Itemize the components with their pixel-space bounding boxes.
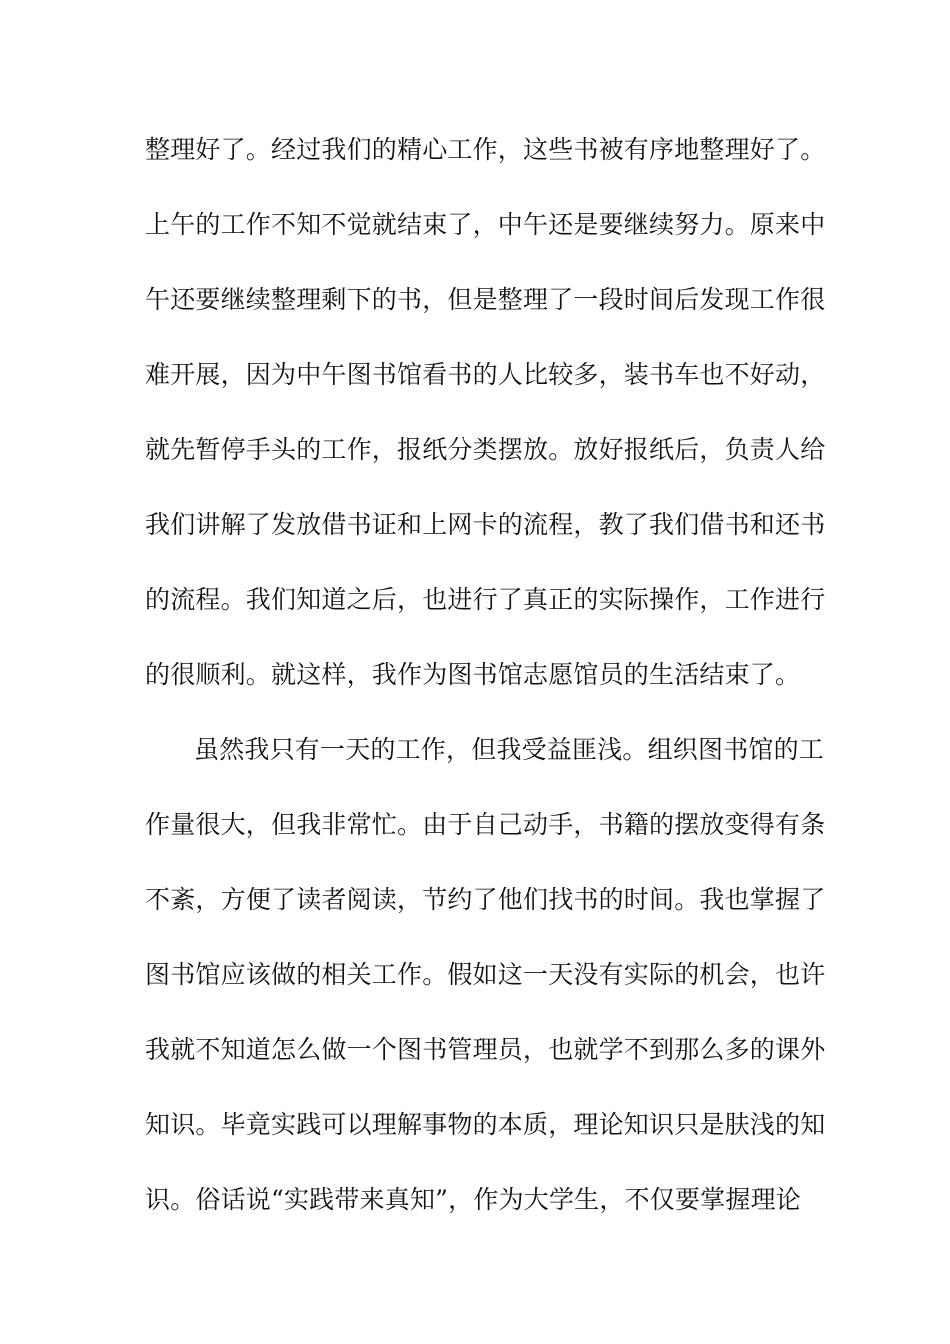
text-line: 的流程。我们知道之后，也进行了真正的实际操作，工作进行 [145, 585, 826, 614]
text-line: 图书馆应该做的相关工作。假如这一天没有实际的机会，也许 [145, 960, 826, 989]
text-line: 作量很大，但我非常忙。由于自己动手，书籍的摆放变得有条 [145, 810, 826, 839]
text-line: 午还要继续整理剩下的书，但是整理了一段时间后发现工作很 [145, 285, 826, 314]
text-line: 整理好了。经过我们的精心工作，这些书被有序地整理好了。 [145, 135, 826, 164]
paragraph-first-line: 虽然我只有一天的工作，但我受益匪浅。组织图书馆的工 [194, 735, 825, 764]
text-line: 知识。毕竟实践可以理解事物的本质，理论知识只是肤浅的知 [145, 1110, 826, 1139]
text-line: 我就不知道怎么做一个图书管理员，也就学不到那么多的课外 [145, 1035, 826, 1064]
text-line: 难开展，因为中午图书馆看书的人比较多，装书车也不好动， [145, 360, 826, 389]
text-line: 不紊，方便了读者阅读，节约了他们找书的时间。我也掌握了 [145, 885, 826, 914]
text-line: 识。俗话说“实践带来真知”，作为大学生，不仅要掌握理论 [145, 1185, 801, 1214]
text-line: 我们讲解了发放借书证和上网卡的流程，教了我们借书和还书 [145, 510, 826, 539]
text-line: 上午的工作不知不觉就结束了，中午还是要继续努力。原来中 [145, 210, 826, 239]
text-line: 就先暂停手头的工作，报纸分类摆放。放好报纸后，负责人给 [145, 435, 826, 464]
text-line: 的很顺利。就这样，我作为图书馆志愿馆员的生活结束了。 [145, 660, 801, 689]
